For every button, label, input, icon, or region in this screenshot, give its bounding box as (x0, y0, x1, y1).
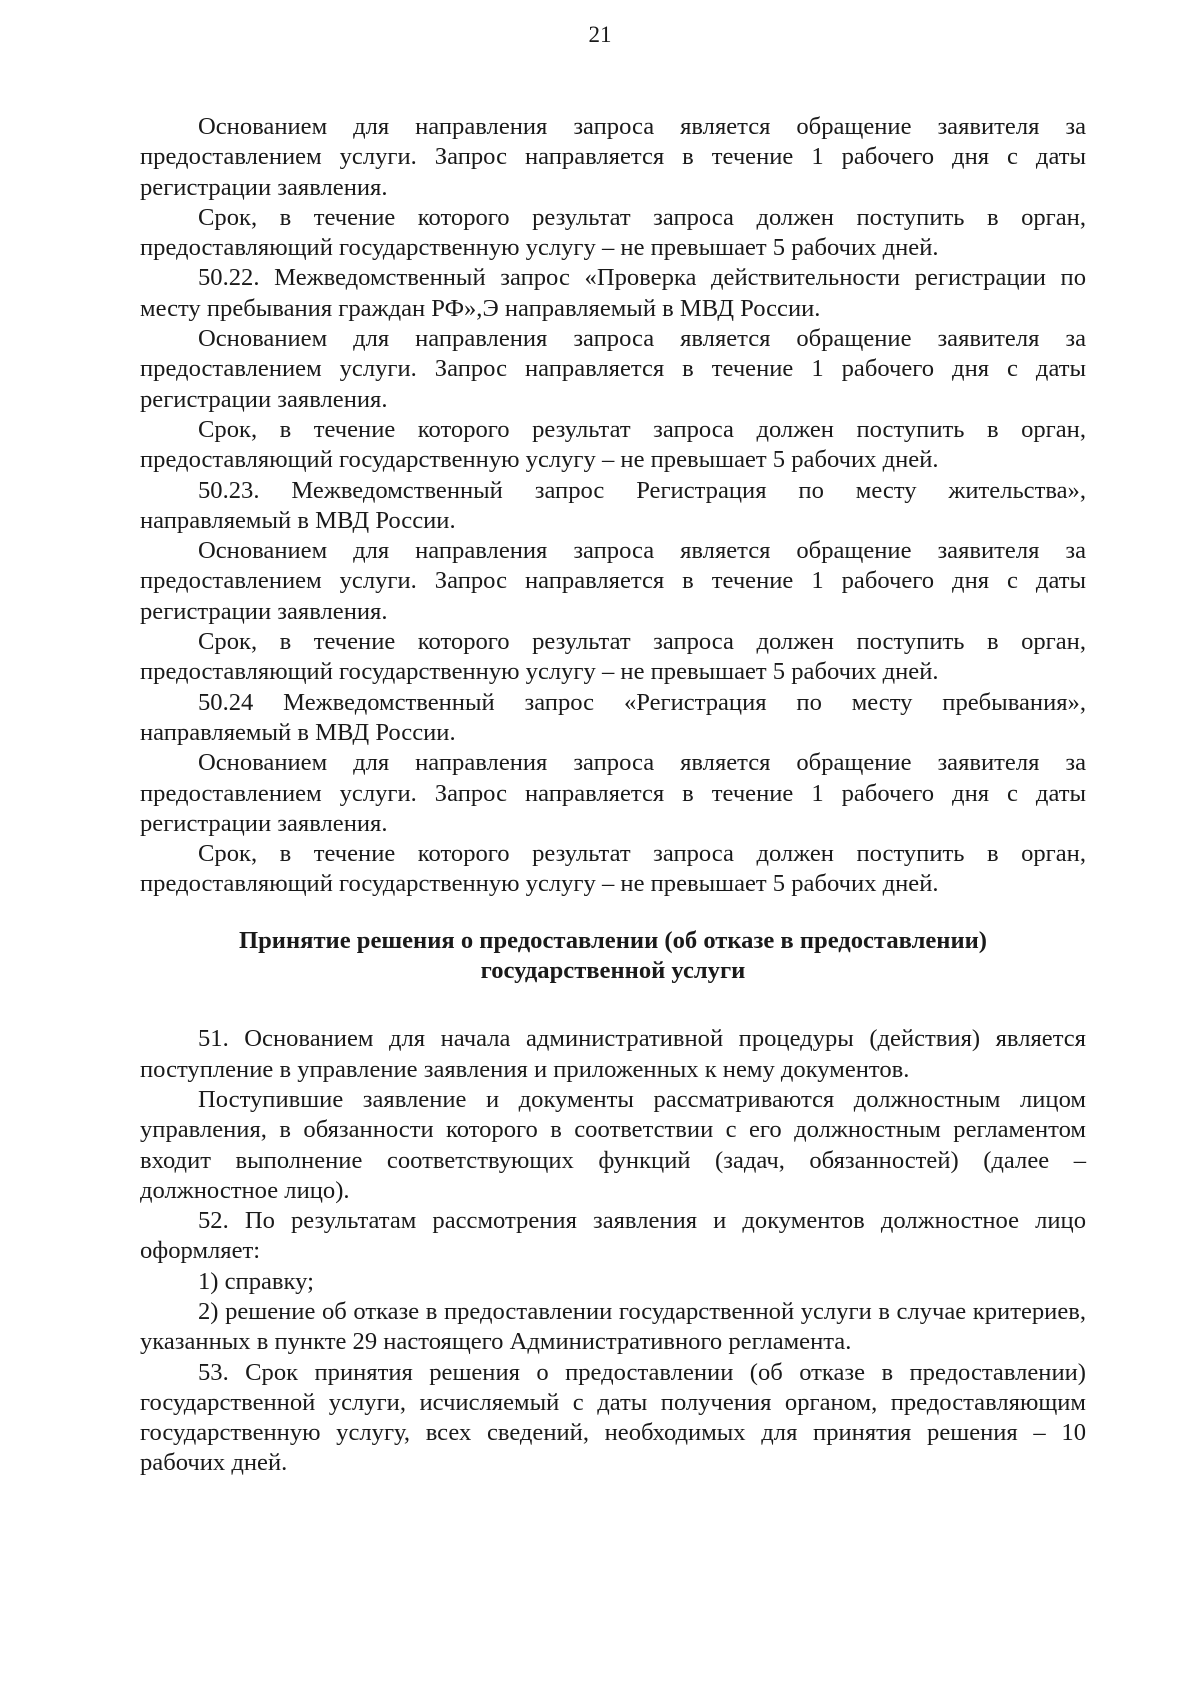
paragraph: Срок, в течение которого результат запроса должен поступить в орган, предоставляющий государственную услугу – не превышает 5 рабочих дней. (140, 840, 1086, 898)
paragraph: 52. По результатам рассмотрения заявления и документов должностное лицо оформляет: (140, 1207, 1086, 1265)
paragraph: 50.23. Межведомственный запрос Регистрация по месту жительства», направляемый в МВД России. (140, 476, 1086, 534)
paragraph: Срок, в течение которого результат запроса должен поступить в орган, предоставляющий государственную услугу – не превышает 5 рабочих дней. (140, 203, 1086, 262)
paragraph: 50.24 Межведомственный запрос «Регистрация по месту пребывания», направляемый в МВД России. (140, 688, 1086, 746)
section-heading (140, 926, 1086, 987)
document-body (140, 112, 1086, 1479)
paragraph: Основанием для направления запроса является обращение заявителя за предоставлением услуги. Запрос направляется в течение 1 рабочего дня с даты регистрации заявления. (140, 537, 1086, 625)
paragraph: Срок, в течение которого результат запроса должен поступить в орган, предоставляющий государственную услугу – не превышает 5 рабочих дней. (140, 628, 1086, 686)
paragraph: Основанием для направления запроса является обращение заявителя за предоставлением услуги. Запрос направляется в течение 1 рабочего дня с даты регистрации заявления. (140, 325, 1086, 413)
paragraph: Основанием для направления запроса является обращение заявителя за предоставлением услуги. Запрос направляется в течение 1 рабочего дня с даты регистрации заявления. (140, 113, 1086, 201)
paragraph: 2) решение об отказе в предоставлении государственной услуги в случае критериев, указанных в пункте 29 настоящего Административного регламента. (140, 1297, 1086, 1356)
paragraph: Основанием для направления запроса является обращение заявителя за предоставлением услуги. Запрос направляется в течение 1 рабочего дня с даты регистрации заявления. (140, 749, 1086, 837)
paragraph: Срок, в течение которого результат запроса должен поступить в орган, предоставляющий государственную услугу – не превышает 5 рабочих дней. (140, 415, 1086, 474)
paragraph: 51. Основанием для начала административной процедуры (действия) является поступление в управление заявления и приложенных к нему документов. (140, 1025, 1086, 1083)
paragraph: Поступившие заявление и документы рассматриваются должностным лицом управления, в обязанности которого в соответствии с его должностным регламентом входит выполнение соответствующих функций (задач, обязанностей) (далее – должностное лицо). (140, 1085, 1086, 1204)
page-number: 21 (588, 22, 612, 47)
section-heading-line: Принятие решения о предоставлении (об отказе в предоставлении) (239, 926, 987, 954)
paragraph: 50.22. Межведомственный запрос «Проверка действительности регистрации по месту пребывания граждан РФ»,Э направляемый в МВД России. (140, 264, 1086, 322)
section-heading-line: государственной услуги (480, 957, 746, 985)
paragraph: 1) справку; (198, 1267, 314, 1295)
paragraph: 53. Срок принятия решения о предоставлении (об отказе в предоставлении) государственной услуги, исчисляемый с даты получения органом, предоставляющим государственную услугу, всех сведений, необходимых для принятия решения – 10 рабочих дней. (140, 1358, 1086, 1477)
